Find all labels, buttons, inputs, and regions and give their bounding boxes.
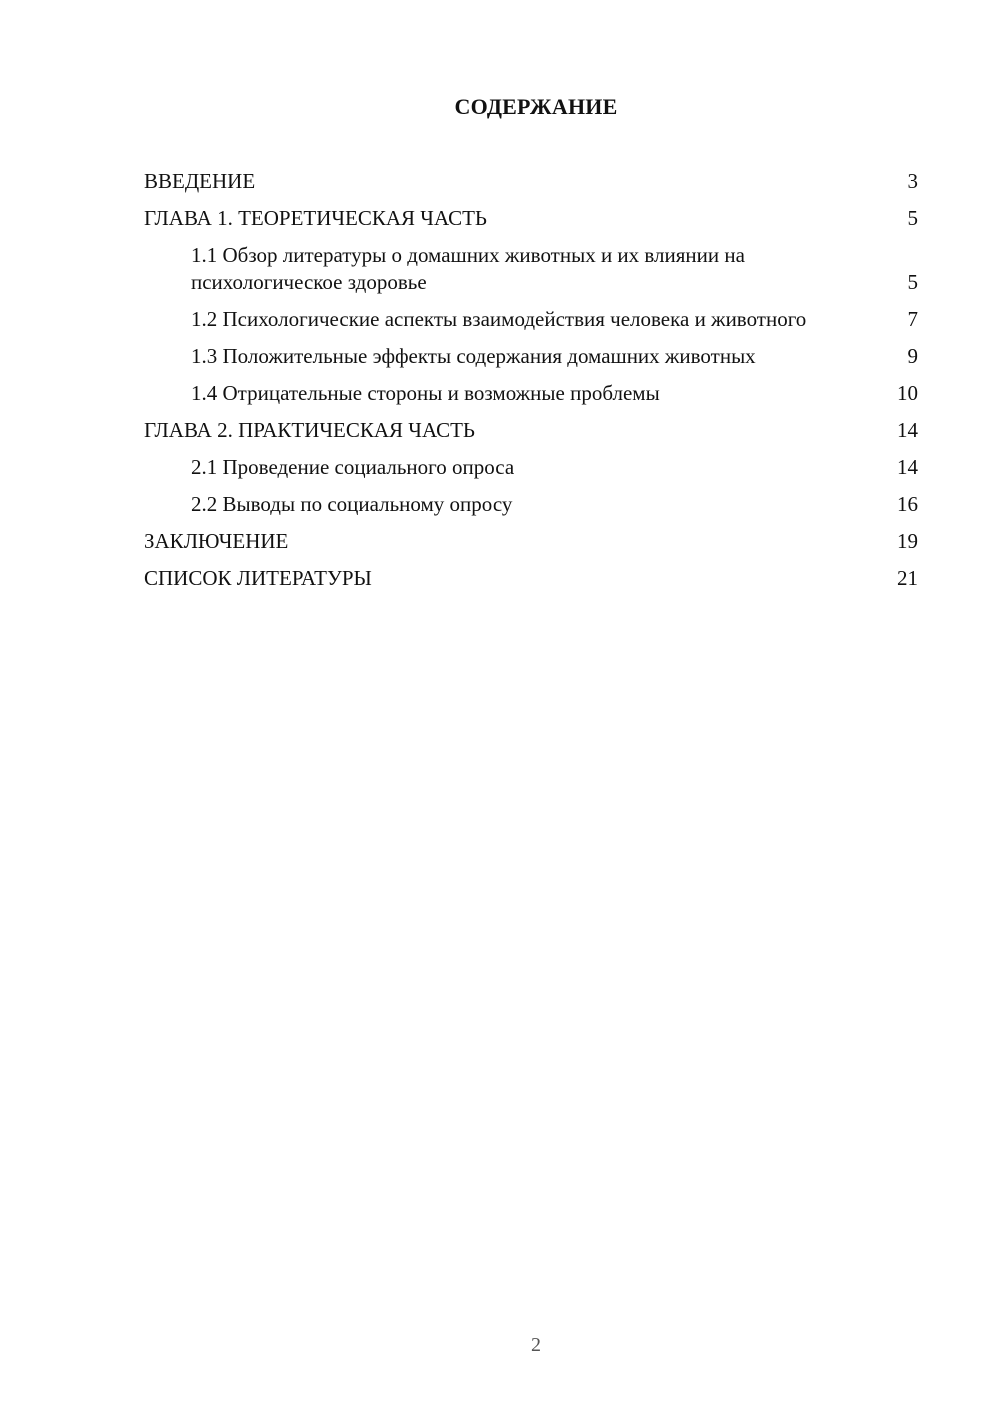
toc-entry-page: 7 (907, 307, 918, 331)
toc-entry-label: ВВЕДЕНИЕ (144, 169, 256, 193)
toc-entry-page: 14 (897, 455, 918, 479)
page-number: 2 (531, 1334, 541, 1356)
toc-entry-label: ЗАКЛЮЧЕНИЕ (144, 529, 289, 553)
toc-entry-chapter-1[interactable] (144, 205, 918, 232)
toc-entry-page: 19 (897, 529, 918, 553)
table-of-contents (144, 168, 918, 602)
toc-entry-chapter-2[interactable] (144, 417, 918, 444)
toc-entry-section-2-2[interactable] (144, 491, 918, 518)
toc-entry-section-1-4[interactable] (144, 380, 918, 407)
toc-entry-page: 5 (907, 270, 918, 294)
toc-entry-label: 1.1 Обзор литературы о домашних животных и их влиянии на психологическое здоровье (191, 243, 745, 294)
toc-entry-page: 21 (897, 566, 918, 590)
toc-entry-section-1-3[interactable] (144, 343, 918, 370)
toc-entry-page: 14 (897, 418, 918, 442)
toc-entry-section-1-2[interactable] (144, 306, 918, 333)
toc-entry-label: ГЛАВА 2. ПРАКТИЧЕСКАЯ ЧАСТЬ (144, 418, 475, 442)
toc-entry-page: 10 (897, 381, 918, 405)
toc-entry-section-2-1[interactable] (144, 454, 918, 481)
toc-entry-page: 5 (907, 206, 918, 230)
toc-entry-label: 2.2 Выводы по социальному опросу (191, 492, 513, 516)
toc-entry-label: ГЛАВА 1. ТЕОРЕТИЧЕСКАЯ ЧАСТЬ (144, 206, 487, 230)
toc-entry-page: 9 (907, 344, 918, 368)
toc-entry-page: 16 (897, 492, 918, 516)
toc-entry-label: 2.1 Проведение социального опроса (191, 455, 515, 479)
toc-entry-page: 3 (907, 169, 918, 193)
toc-entry-label: 1.3 Положительные эффекты содержания домашних животных (191, 344, 756, 368)
toc-entry-label: СПИСОК ЛИТЕРАТУРЫ (144, 566, 372, 590)
toc-title: СОДЕРЖАНИЕ (454, 94, 618, 119)
toc-entry-label: 1.2 Психологические аспекты взаимодействия человека и животного (191, 307, 807, 331)
toc-entry-label: 1.4 Отрицательные стороны и возможные проблемы (191, 381, 660, 405)
toc-entry-introduction[interactable] (144, 168, 918, 195)
toc-entry-section-1-1[interactable] (144, 242, 918, 296)
toc-entry-references[interactable] (144, 565, 918, 592)
toc-entry-conclusion[interactable] (144, 528, 918, 555)
